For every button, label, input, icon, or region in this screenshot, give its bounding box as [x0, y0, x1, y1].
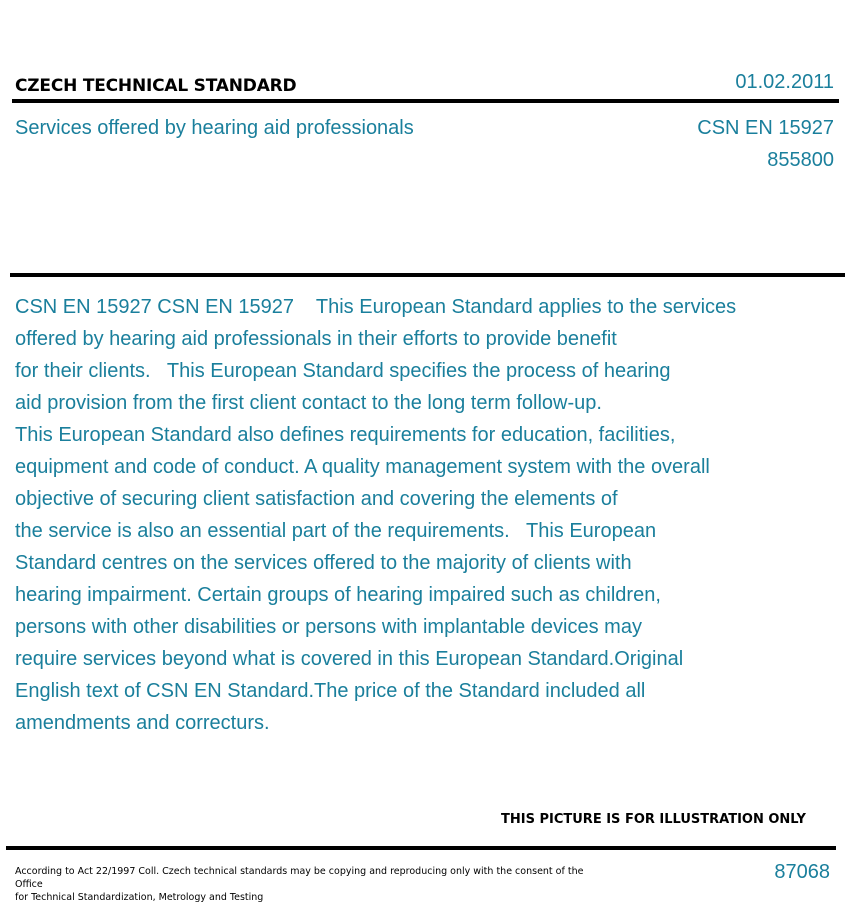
description-line: offered by hearing aid professionals in their efforts to provide benefit: [15, 328, 617, 350]
description-line: persons with other disabilities or persons with implantable devices may: [15, 616, 642, 638]
standard-description: [15, 291, 815, 739]
standard-code: CSN EN 15927: [697, 117, 834, 139]
description-line: equipment and code of conduct. A quality management system with the overall: [15, 456, 710, 478]
standard-number: 855800: [767, 149, 834, 171]
description-line: hearing impairment. Certain groups of hearing impaired such as children,: [15, 584, 661, 606]
description-line: require services beyond what is covered in this European Standard.Original: [15, 648, 684, 670]
illustration-disclaimer: THIS PICTURE IS FOR ILLUSTRATION ONLY: [501, 812, 806, 827]
legal-notice-line: for Technical Standardization, Metrology and Testing: [15, 892, 264, 903]
footer-divider: [6, 846, 836, 850]
standard-title: Services offered by hearing aid professionals: [15, 117, 414, 139]
description-line: aid provision from the first client contact to the long term follow-up.: [15, 392, 602, 414]
section-divider: [10, 273, 845, 277]
document-type-label: CZECH TECHNICAL STANDARD: [15, 76, 297, 96]
publication-date: 01.02.2011: [735, 71, 834, 93]
header-divider: [12, 99, 839, 103]
description-line: the service is also an essential part of the requirements. This European: [15, 520, 657, 542]
description-line: Standard centres on the services offered to the majority of clients with: [15, 552, 632, 574]
description-line: objective of securing client satisfaction and covering the elements of: [15, 488, 618, 510]
catalog-id: 87068: [774, 861, 830, 883]
legal-notice: [15, 865, 595, 904]
description-line: amendments and correcturs.: [15, 712, 270, 734]
description-line: CSN EN 15927 CSN EN 15927 This European Standard applies to the services: [15, 296, 737, 318]
description-line: for their clients. This European Standard specifies the process of hearing: [15, 360, 671, 382]
description-line: English text of CSN EN Standard.The price of the Standard included all: [15, 680, 646, 702]
legal-notice-line: According to Act 22/1997 Coll. Czech technical standards may be copying and reproducing only with the consent of the Office: [15, 866, 584, 890]
description-line: This European Standard also defines requirements for education, facilities,: [15, 424, 676, 446]
